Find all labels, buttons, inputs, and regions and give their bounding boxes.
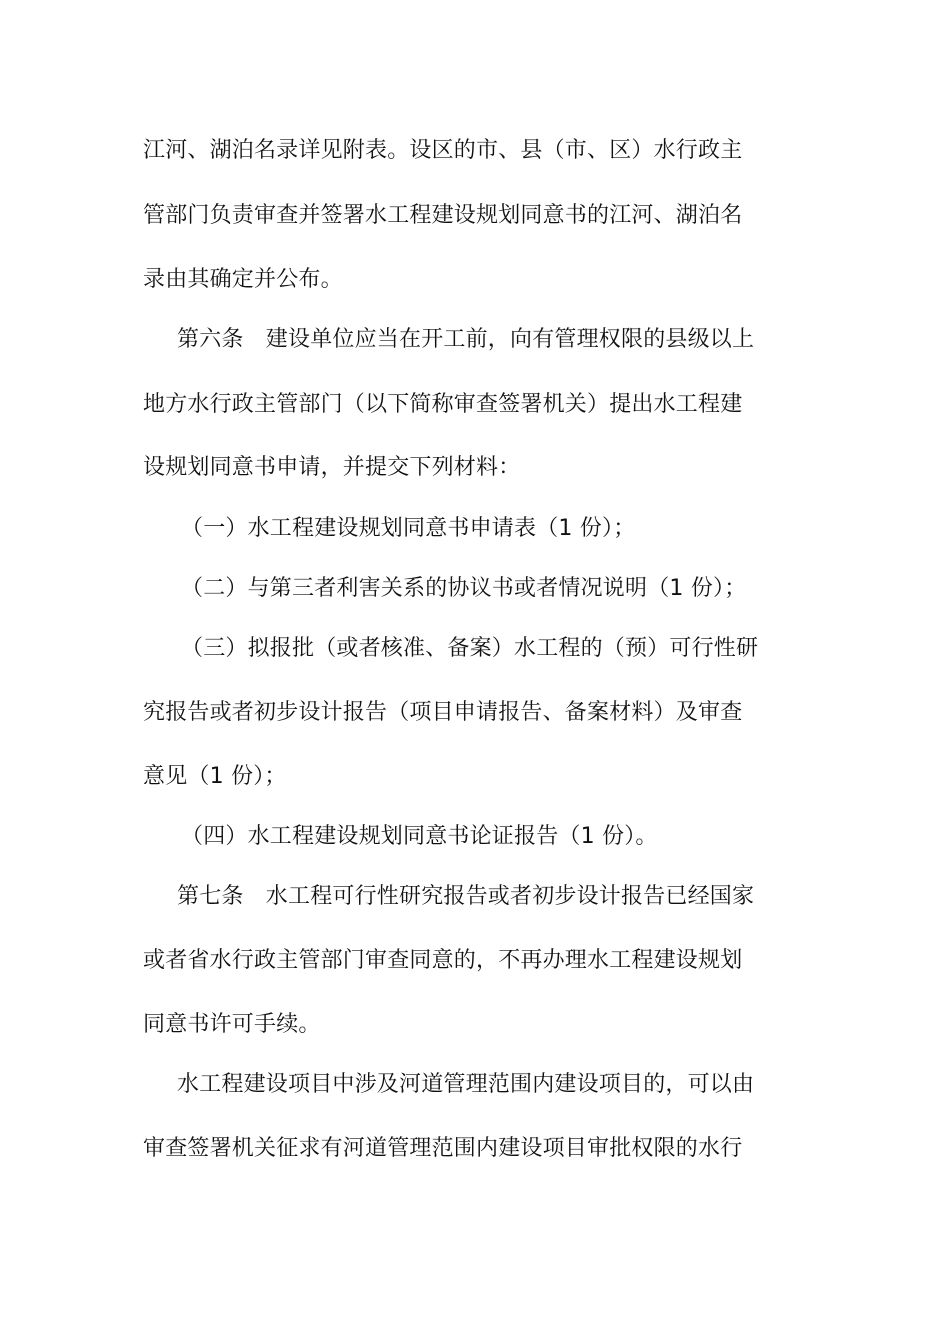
text-line: 意见（1 份）； bbox=[143, 764, 287, 789]
list-item-3: （三）拟报批（或者核准、备案）水工程的（预）可行性研 bbox=[181, 636, 759, 661]
text-line: 地方水行政主管部门（以下简称审查签署机关）提出水工程建 bbox=[143, 392, 743, 417]
list-item-2: （二）与第三者利害关系的协议书或者情况说明（1 份）； bbox=[181, 576, 747, 601]
text-line: 审查签署机关征求有河道管理范围内建设项目审批权限的水行 bbox=[143, 1136, 743, 1161]
article-6-heading-line: 第六条 建设单位应当在开工前，向有管理权限的县级以上 bbox=[177, 327, 755, 352]
text-line: 江河、湖泊名录详见附表。设区的市、县（市、区）水行政主 bbox=[143, 138, 743, 163]
paragraph-line: 水工程建设项目中涉及河道管理范围内建设项目的，可以由 bbox=[177, 1072, 755, 1097]
article-7-heading-line: 第七条 水工程可行性研究报告或者初步设计报告已经国家 bbox=[177, 884, 755, 909]
list-item-4: （四）水工程建设规划同意书论证报告（1 份）。 bbox=[181, 824, 658, 849]
text-line: 录由其确定并公布。 bbox=[143, 267, 343, 292]
text-line: 究报告或者初步设计报告（项目申请报告、备案材料）及审查 bbox=[143, 700, 743, 725]
text-line: 设规划同意书申请，并提交下列材料： bbox=[143, 455, 521, 480]
text-line: 管部门负责审查并签署水工程建设规划同意书的江河、湖泊名 bbox=[143, 203, 743, 228]
list-item-1: （一）水工程建设规划同意书申请表（1 份）； bbox=[181, 516, 636, 541]
text-line: 同意书许可手续。 bbox=[143, 1012, 321, 1037]
text-line: 或者省水行政主管部门审查同意的，不再办理水工程建设规划 bbox=[143, 948, 743, 973]
